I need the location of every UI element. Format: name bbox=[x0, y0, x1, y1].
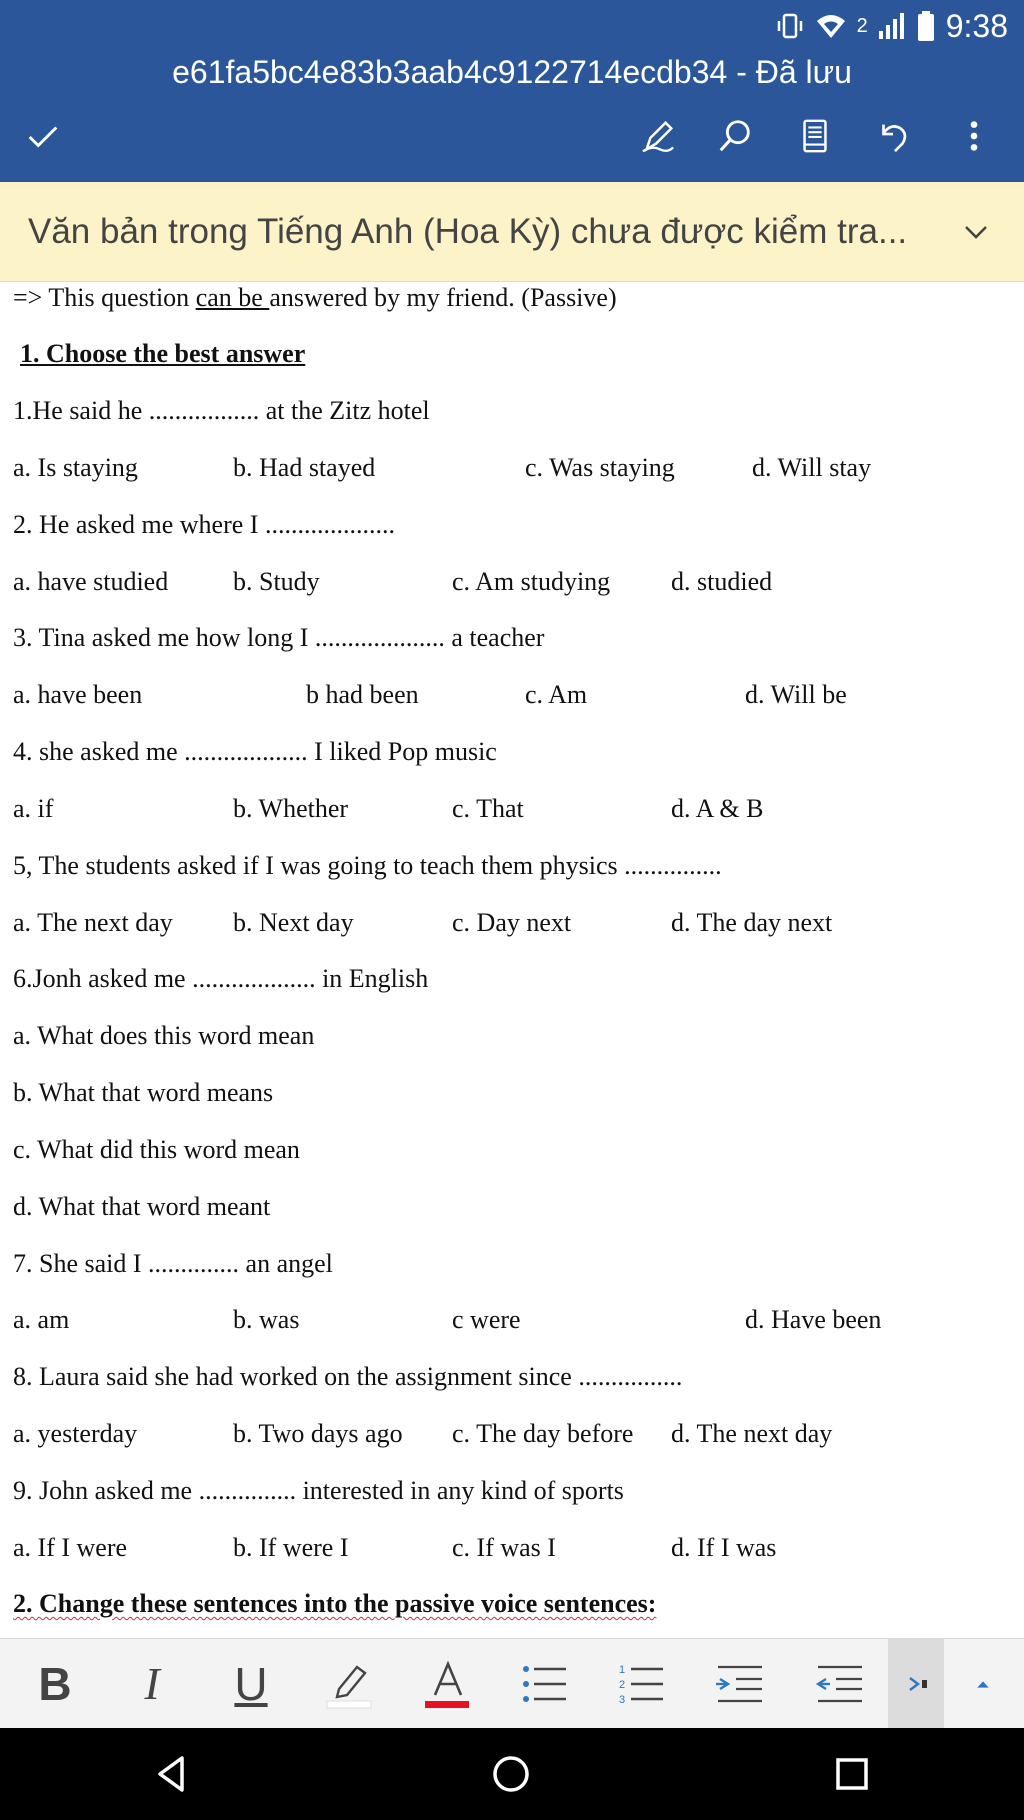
title-bar bbox=[0, 50, 1024, 182]
question-5-option-a: a. The next day bbox=[13, 908, 173, 937]
question-6-option-c: c. What did this word mean bbox=[13, 1135, 300, 1164]
question-9-option-d: d. If I was bbox=[671, 1533, 777, 1562]
reading-view-icon bbox=[796, 117, 834, 155]
svg-text:1: 1 bbox=[619, 1664, 626, 1676]
question-3: 3. Tina asked me how long I .................... a teacher bbox=[13, 623, 545, 652]
svg-text:3: 3 bbox=[619, 1694, 626, 1706]
question-6: 6.Jonh asked me ................... in English bbox=[13, 964, 429, 993]
question-5-option-c: c. Day next bbox=[452, 908, 572, 937]
formatting-toolbar bbox=[0, 1638, 1024, 1728]
italic-button[interactable] bbox=[117, 1651, 187, 1717]
wifi-icon bbox=[815, 12, 847, 40]
expand-toolbar-button[interactable] bbox=[950, 1651, 1016, 1717]
status-bar bbox=[0, 0, 1024, 50]
question-5-option-b: b. Next day bbox=[233, 908, 354, 937]
question-7-option-b: b. was bbox=[233, 1305, 300, 1334]
decrease-indent-icon bbox=[816, 1659, 866, 1709]
draw-button[interactable] bbox=[630, 108, 686, 164]
more-icon bbox=[955, 117, 993, 155]
document-title: e61fa5bc4e83b3aab4c9122714ecdb34 - Đã lưu bbox=[172, 54, 852, 90]
question-1-option-d: d. Will stay bbox=[752, 453, 872, 482]
question-7-option-d: d. Have been bbox=[745, 1305, 882, 1334]
question-7-option-c: c were bbox=[452, 1305, 521, 1334]
highlighter-icon bbox=[325, 1659, 375, 1709]
increase-indent-button[interactable] bbox=[706, 1651, 776, 1717]
status-icons bbox=[775, 6, 1008, 46]
document-canvas[interactable] bbox=[0, 282, 1024, 1638]
recents-icon bbox=[830, 1752, 874, 1796]
highlight-button[interactable] bbox=[315, 1651, 385, 1717]
section-1-heading: 1. Choose the best answer bbox=[20, 339, 306, 368]
font-color-button[interactable] bbox=[413, 1651, 483, 1717]
question-7-option-a: a. am bbox=[13, 1305, 70, 1334]
question-3-option-c: c. Am bbox=[525, 680, 588, 709]
expand-up-icon bbox=[970, 1671, 996, 1697]
question-8-option-c: c. The day before bbox=[452, 1419, 634, 1448]
question-3-option-b: b had been bbox=[306, 680, 419, 709]
question-9: 9. John asked me ............... interested in any kind of sports bbox=[13, 1476, 624, 1505]
clock: 9:38 bbox=[945, 7, 1008, 44]
question-1-option-a: a. Is staying bbox=[13, 453, 138, 482]
pen-icon bbox=[639, 117, 677, 155]
question-6-option-d: d. What that word meant bbox=[13, 1192, 271, 1221]
section-2-heading: 2. Change these sentences into the passive voice sentences: bbox=[13, 1589, 657, 1618]
italic-icon: I bbox=[144, 1658, 160, 1709]
question-3-option-a: a. have been bbox=[13, 680, 143, 709]
question-1-option-c: c. Was staying bbox=[525, 453, 675, 482]
question-5: 5, The students asked if I was going to teach them physics ............... bbox=[13, 851, 722, 880]
proofing-language-banner[interactable] bbox=[0, 182, 1024, 282]
vibrate-icon bbox=[775, 11, 805, 41]
question-6-option-a: a. What does this word mean bbox=[13, 1021, 315, 1050]
underline-icon: U bbox=[234, 1658, 268, 1710]
svg-text:2: 2 bbox=[619, 1679, 626, 1691]
question-3-option-d: d. Will be bbox=[745, 680, 847, 709]
android-navigation-bar bbox=[0, 1728, 1024, 1820]
home-button[interactable] bbox=[483, 1746, 539, 1802]
question-1: 1.He said he ................. at the Zitz hotel bbox=[13, 396, 430, 425]
question-9-option-b: b. If were I bbox=[233, 1533, 349, 1562]
check-icon bbox=[24, 117, 62, 155]
numbered-list-icon bbox=[617, 1659, 667, 1709]
more-options-button[interactable] bbox=[946, 108, 1002, 164]
search-button[interactable] bbox=[707, 108, 763, 164]
question-2-option-a: a. have studied bbox=[13, 567, 169, 596]
bold-button[interactable] bbox=[20, 1651, 90, 1717]
back-icon bbox=[150, 1752, 194, 1796]
back-button[interactable] bbox=[144, 1746, 200, 1802]
proofing-language-text: Văn bản trong Tiếng Anh (Hoa Kỳ) chưa được kiểm tra... bbox=[28, 212, 908, 251]
reading-view-button[interactable] bbox=[787, 108, 843, 164]
question-8-option-b: b. Two days ago bbox=[233, 1419, 403, 1448]
intro-prefix: => This question bbox=[13, 283, 196, 312]
question-2: 2. He asked me where I .................... bbox=[13, 510, 395, 539]
recents-button[interactable] bbox=[824, 1746, 880, 1802]
intro-suffix: answered by my friend. (Passive) bbox=[269, 283, 617, 312]
done-button[interactable] bbox=[15, 108, 71, 164]
question-2-option-d: d. studied bbox=[671, 567, 773, 596]
increase-indent-icon bbox=[716, 1659, 766, 1709]
bullet-list-icon bbox=[520, 1659, 570, 1709]
battery-icon bbox=[916, 10, 936, 42]
underline-button[interactable] bbox=[216, 1651, 286, 1717]
sim-label: 2 bbox=[856, 14, 868, 37]
font-color-icon bbox=[423, 1659, 473, 1709]
question-4: 4. she asked me ................... I liked Pop music bbox=[13, 737, 497, 766]
chevron-down-icon[interactable] bbox=[958, 214, 994, 250]
question-7: 7. She said I .............. an angel bbox=[13, 1249, 333, 1278]
question-8-option-a: a. yesterday bbox=[13, 1419, 138, 1448]
question-4-option-c: c. That bbox=[452, 794, 524, 823]
undo-icon bbox=[874, 117, 912, 155]
intro-line bbox=[13, 282, 617, 314]
question-9-option-c: c. If was I bbox=[452, 1533, 556, 1562]
question-9-option-a: a. If I were bbox=[13, 1533, 128, 1562]
signal-icon bbox=[878, 12, 906, 40]
numbered-list-button[interactable] bbox=[607, 1651, 677, 1717]
question-5-option-d: d. The day next bbox=[671, 908, 833, 937]
question-2-option-b: b. Study bbox=[233, 567, 320, 596]
undo-button[interactable] bbox=[865, 108, 921, 164]
question-2-option-c: c. Am studying bbox=[452, 567, 611, 596]
question-6-option-b: b. What that word means bbox=[13, 1078, 274, 1107]
decrease-indent-button[interactable] bbox=[806, 1651, 876, 1717]
question-4-option-a: a. if bbox=[13, 794, 54, 823]
question-1-option-b: b. Had stayed bbox=[233, 453, 376, 482]
more-chevron-icon bbox=[902, 1672, 930, 1696]
bold-icon: B bbox=[38, 1658, 72, 1710]
search-icon bbox=[716, 117, 754, 155]
more-formatting-button[interactable] bbox=[888, 1639, 944, 1729]
question-4-option-b: b. Whether bbox=[233, 794, 349, 823]
home-icon bbox=[489, 1752, 533, 1796]
intro-underlined: can be bbox=[195, 283, 270, 312]
question-8-option-d: d. The next day bbox=[671, 1419, 833, 1448]
bullet-list-button[interactable] bbox=[510, 1651, 580, 1717]
question-8: 8. Laura said she had worked on the assignment since ................ bbox=[13, 1362, 683, 1391]
question-4-option-d: d. A & B bbox=[671, 794, 764, 823]
